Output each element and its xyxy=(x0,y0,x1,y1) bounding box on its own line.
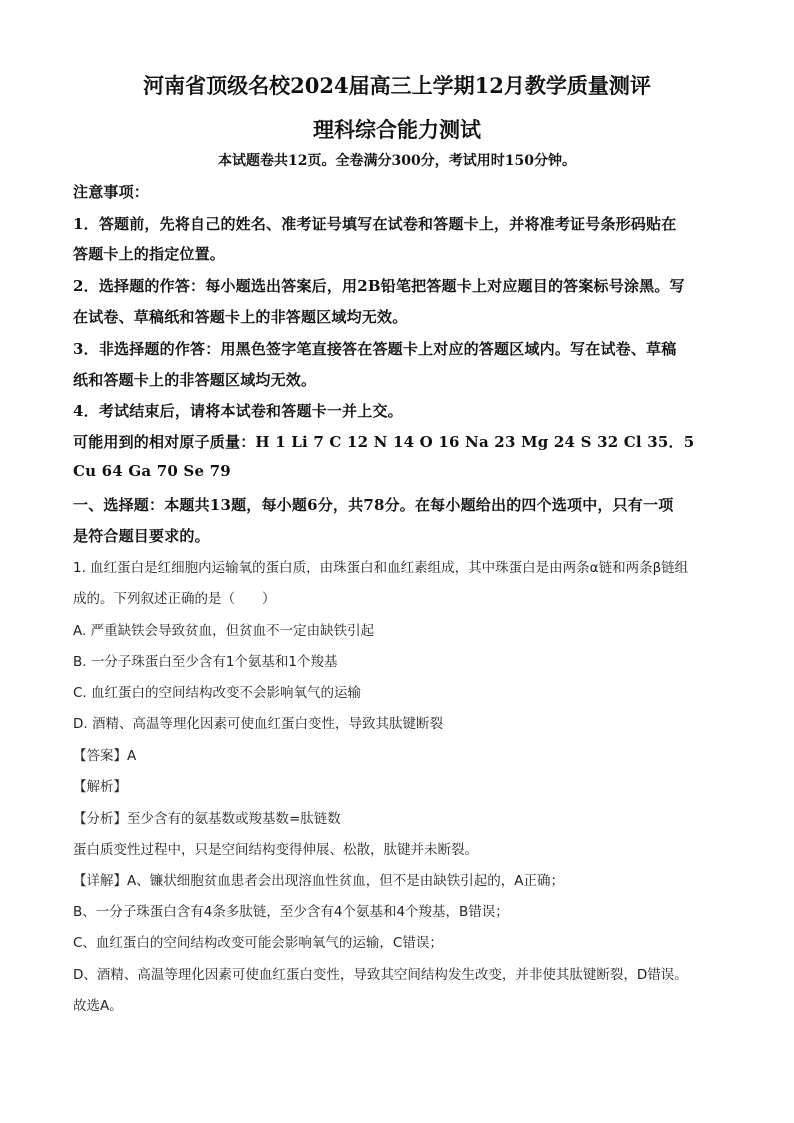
atomic-masses-line: Cu 64 Ga 70 Se 79 xyxy=(73,462,231,480)
analysis-line: 【分析】至少含有的氨基数或羧基数=肽链数 xyxy=(73,811,341,827)
notes-heading: 注意事项： xyxy=(73,183,150,201)
section-heading: 是符合题目要求的。 xyxy=(73,527,210,545)
option-d: D. 酒精、高温等理化因素可使血红蛋白变性，导致其肽键断裂 xyxy=(73,716,443,732)
conclusion-line: 故选A。 xyxy=(73,998,123,1014)
option-c: C. 血红蛋白的空间结构改变不会影响氧气的运输 xyxy=(73,685,362,701)
atomic-masses-line: 可能用到的相对原子质量：H 1 Li 7 C 12 N 14 O 16 Na 23 Mg 24 S 32 Cl 35．5 xyxy=(73,433,695,451)
analysis-line: 【详解】A、镰状细胞贫血患者会出现溶血性贫血，但不是由缺铁引起的，A正确； xyxy=(73,873,564,889)
notes-line: 3．非选择题的作答：用黑色签字笔直接答在答题卡上对应的答题区域内。写在试卷、草稿 xyxy=(73,340,677,358)
section-heading: 一、选择题：本题共13题，每小题6分，共78分。在每小题给出的四个选项中，只有一项 xyxy=(73,496,674,514)
option-b: B. 一分子珠蛋白至少含有1个氨基和1个羧基 xyxy=(73,654,338,670)
notes-line: 在试卷、草稿纸和答题卡上的非答题区域均无效。 xyxy=(73,308,408,326)
page-subtitle: 理科综合能力测试 xyxy=(313,117,481,142)
page-title: 河南省顶级名校2024届高三上学期12月教学质量测评 xyxy=(143,73,651,98)
analysis-line: D、酒精、高温等理化因素可使血红蛋白变性，导致其空间结构发生改变，并非使其肽键断裂，D错误。 xyxy=(73,967,688,983)
analysis-line: 蛋白质变性过程中，只是空间结构变得伸展、松散，肽键并未断裂。 xyxy=(73,842,478,858)
option-a: A. 严重缺铁会导致贫血，但贫血不一定由缺铁引起 xyxy=(73,623,375,639)
exam-info: 本试题卷共12页。全卷满分300分，考试用时150分钟。 xyxy=(218,153,576,169)
notes-line: 答题卡上的指定位置。 xyxy=(73,245,226,263)
notes-line: 4．考试结束后，请将本试卷和答题卡一并上交。 xyxy=(73,402,403,420)
analysis-line: C、血红蛋白的空间结构改变可能会影响氧气的运输，C错误； xyxy=(73,935,443,951)
question-stem: 1. 血红蛋白是红细胞内运输氧的蛋白质，由珠蛋白和血红素组成，其中珠蛋白是由两条α链和两条β链组 xyxy=(73,560,689,576)
notes-line: 2．选择题的作答：每小题选出答案后，用2B铅笔把答题卡上对应题目的答案标号涂黑。写 xyxy=(73,277,685,295)
answer-line: 【答案】A xyxy=(73,748,137,764)
question-stem: 成的。下列叙述正确的是（ ） xyxy=(73,591,276,607)
analysis-line: B、一分子珠蛋白含有4条多肽链，至少含有4个氨基和4个羧基，B错误； xyxy=(73,904,509,920)
notes-line: 纸和答题卡上的非答题区域均无效。 xyxy=(73,371,317,389)
analysis-label: 【解析】 xyxy=(73,779,127,795)
notes-line: 1．答题前，先将自己的姓名、准考证号填写在试卷和答题卡上，并将准考证号条形码贴在 xyxy=(73,215,677,233)
